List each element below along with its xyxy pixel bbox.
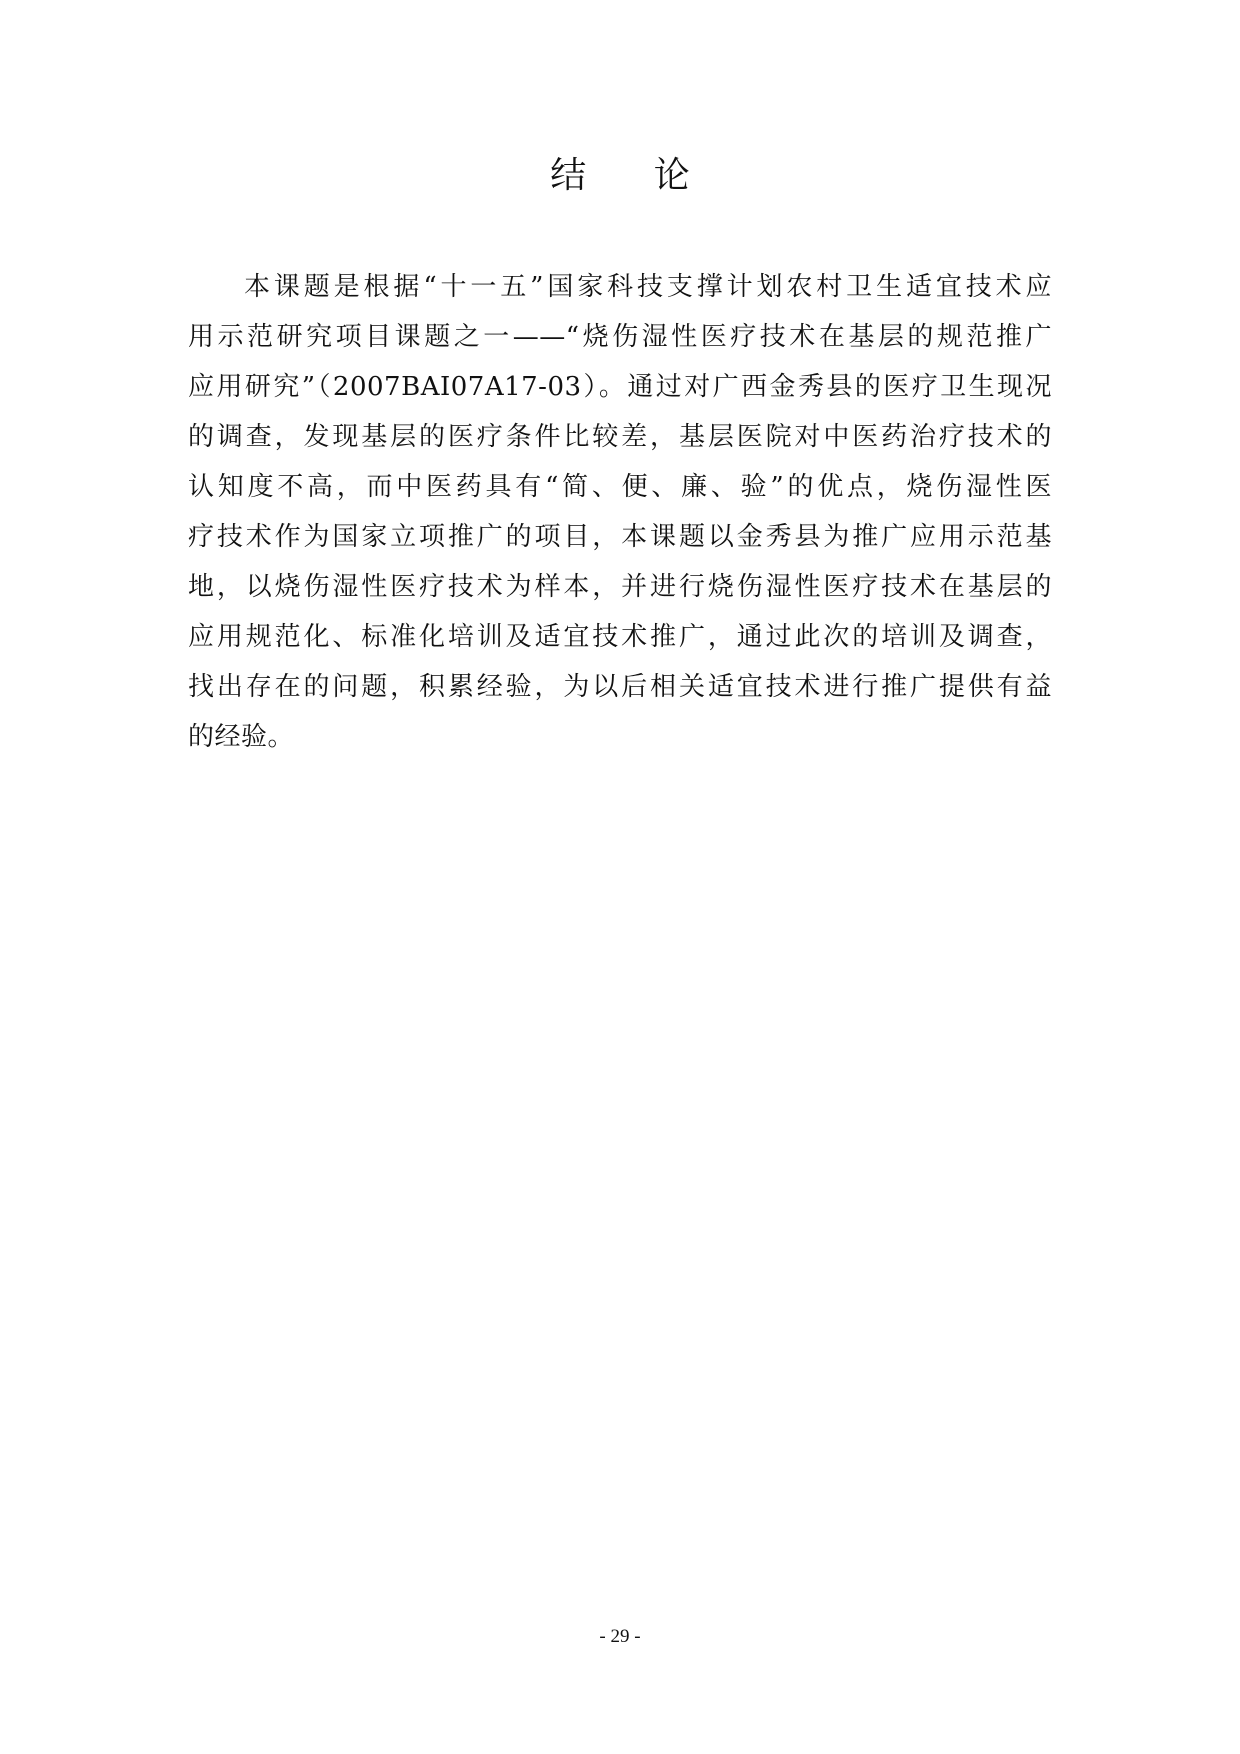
paragraph-line: 应用研究”（2007BAI07A17-03）。通过对广西金秀县的医疗卫生现况 xyxy=(188,372,1052,402)
paragraph-line: 的调查，发现基层的医疗条件比较差，基层医院对中医药治疗技术的 xyxy=(188,422,1052,452)
paragraph-line: 的经验。 xyxy=(188,722,295,752)
conclusion-paragraph xyxy=(188,262,1052,762)
paragraph-line: 找出存在的问题，积累经验，为以后相关适宜技术进行推广提供有益 xyxy=(188,672,1052,702)
paragraph-line: 认知度不高，而中医药具有“简、便、廉、验”的优点，烧伤湿性医 xyxy=(188,472,1052,502)
paragraph-line: 用示范研究项目课题之一——“烧伤湿性医疗技术在基层的规范推广 xyxy=(188,322,1052,352)
page-title: 结 论 xyxy=(550,155,718,196)
paragraph-line: 本课题是根据“十一五”国家科技支撑计划农村卫生适宜技术应 xyxy=(244,272,1052,302)
paragraph-line: 疗技术作为国家立项推广的项目，本课题以金秀县为推广应用示范基 xyxy=(188,522,1052,552)
page-number: - 29 - xyxy=(599,1626,641,1647)
paragraph-line: 应用规范化、标准化培训及适宜技术推广，通过此次的培训及调查， xyxy=(188,622,1052,652)
paragraph-line: 地，以烧伤湿性医疗技术为样本，并进行烧伤湿性医疗技术在基层的 xyxy=(188,572,1052,602)
